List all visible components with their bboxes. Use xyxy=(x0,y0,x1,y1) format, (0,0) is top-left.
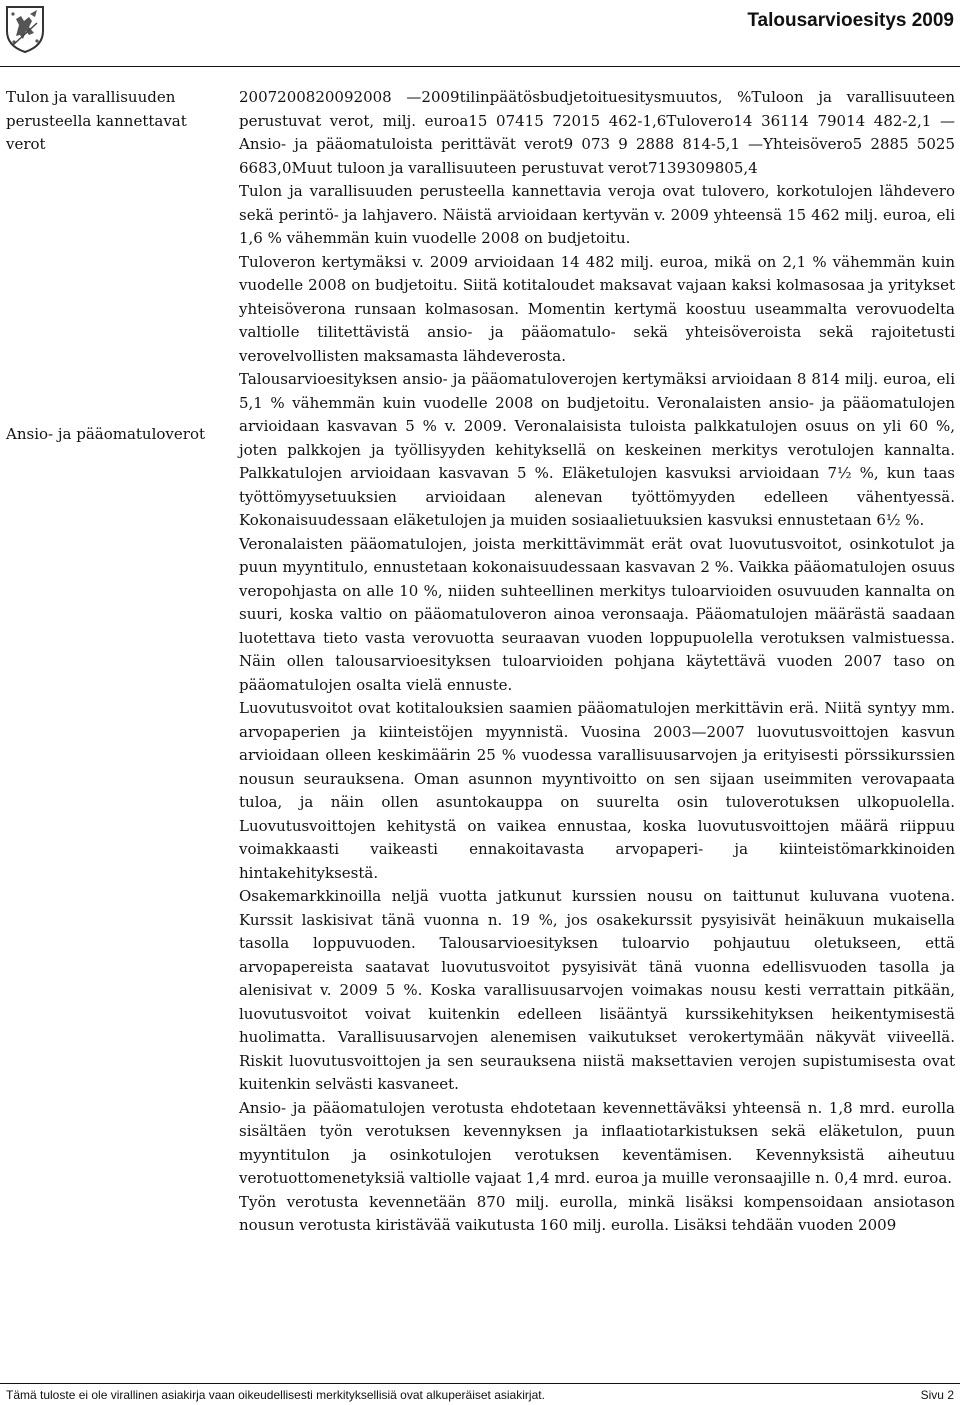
tax-table-text: 2007200820092008 —2009tilinpäätösbudjetoituesitysmuutos, %Tuloon ja varallisuuteen perustuvat verot, milj. euroa15 07415 72015 462-1,6Tulovero14 36114 79014 482-2,1 —Ansio- ja pääomatuloista perittävät verot9 073 9 2888 814-5,1 —Yhteisövero5 2885 5025 6683,0Muut tuloon ja varallisuuteen perustuvat verot7139309805,4 xyxy=(239,88,955,177)
body-paragraph: Osakemarkkinoilla neljä vuotta jatkunut kurssien nousu on taittunut kuluvana vuotena. Kurssit laskisivat tänä vuonna n. 19 %, jos osakekurssit pysyisivät heinäkuun mukaisella tasolla loppuvuoden. Talousarvioesityksen tuloarvio pohjautuu oletukseen, että arvopapereista saatavat luovutusvoitot pysyisivät tänä vuonna edellisvuoden tasolla ja alenisivat v. 2009 5 %. Koska varallisuusarvojen voimakas nousu kesti verrattain pitkään, luovutusvoitot voivat kuitenkin edelleen lisääntyä kurssikehityksen heikentymisestä huolimatta. Varallisuusarvojen alenemisen vaikutukset verokertymään näkyvät viiveellä. Riskit luovutusvoittojen ja sen seurauksena niistä maksettavien verojen supistumisesta ovat kuitenkin selvästi kasvaneet. xyxy=(239,887,955,1093)
header-divider xyxy=(0,66,960,67)
side-heading-income-taxes: Tulon ja varallisuuden perusteella kannettavat verot xyxy=(6,88,187,153)
main-text-column xyxy=(239,86,955,1238)
page-footer xyxy=(6,1388,954,1402)
document-title: Talousarvioesitys 2009 xyxy=(747,10,954,31)
body-paragraph: Tuloveron kertymäksi v. 2009 arvioidaan 14 482 milj. euroa, mikä on 2,1 % vähemmän kuin vuodelle 2008 on budjetoitu. Siitä kotitaloudet maksavat vajaan kaksi kolmasosaa ja yritykset yhteisöverona runsaan kolmasosan. Momentin kertymä koostuu useammalta verovuodelta valtiolle tilitettävistä ansio- ja pääomatulo- sekä yhteisöveroista sekä rajoitetusti verovelvollisten maksamasta lähdeverosta. xyxy=(239,252,955,365)
body-paragraph: Luovutusvoitot ovat kotitalouksien saamien pääomatulojen merkittävin erä. Niitä syntyy mm. arvopaperien ja kiinteistöjen myynnistä. Vuosina 2003—2007 luovutusvoittojen kasvun arvioidaan olleen keskimäärin 25 % vuodessa varallisuusarvojen ja erityisesti pörssikurssien nousun seurauksena. Oman asunnon myyntivoitto on sen sijaan useimmiten verovapaata tuloa, ja näin ollen asuntokauppa on suurelta osin tuloverotuksen ulkopuolella. Luovutusvoittojen kehitystä on vaikea ennustaa, koska luovutusvoittojen määrä riippuu voimakkaasti vaikeasti ennakoitavasta arvopaperi- ja kiinteistömarkkinoiden hintakehityksestä. xyxy=(239,699,955,882)
page-number: Sivu 2 xyxy=(920,1388,954,1402)
body-paragraph: Työn verotusta kevennetään 870 milj. eurolla, minkä lisäksi kompensoidaan ansiotason nousun verotusta kiristävää vaikutusta 160 milj. eurolla. Lisäksi tehdään vuoden 2009 xyxy=(239,1192,955,1234)
footer-divider xyxy=(0,1383,960,1384)
body-paragraph: Ansio- ja pääomatulojen verotusta ehdotetaan kevennettäväksi yhteensä n. 1,8 mrd. eurolla sisältäen työn verotuksen kevennyksen ja inflaatiotarkistuksen sekä eläketulon, puun myyntitulon ja osinkotulojen verotuksen keventämisen. Kevennyksistä aiheutuu verotuottomenetyksiä valtiolle vajaat 1,4 mrd. euroa ja muille veronsaajille n. 0,4 mrd. euroa. xyxy=(239,1098,955,1187)
finnish-lion-coat-of-arms-icon xyxy=(4,4,46,54)
body-paragraph: Tulon ja varallisuuden perusteella kannettavia veroja ovat tulovero, korkotulojen lähdevero sekä perintö- ja lahjavero. Näistä arvioidaan kertyvän v. 2009 yhteensä 15 462 milj. euroa, eli 1,6 % vähemmän kuin vuodelle 2008 on budjetoitu. xyxy=(239,182,955,247)
footer-disclaimer: Tämä tuloste ei ole virallinen asiakirja vaan oikeudellisesti merkityksellisiä ovat alkuperäiset asiakirjat. xyxy=(6,1388,545,1402)
body-paragraph: Veronalaisten pääomatulojen, joista merkittävimmät erät ovat luovutusvoitot, osinkotulot ja puun myyntitulo, ennustetaan kokonaisuudessaan kasvavan 2 %. Vaikka pääomatulojen osuus veropohjasta on alle 10 %, niiden suhteellinen merkitys tuloarvioiden osuvuuden kannalta on suuri, koska valtio on pääomatuloveron ainoa veronsaaja. Pääomatulojen määrästä saadaan luotettava tieto vasta verovuotta seuraavan vuoden loppupuolella verotuksen valmistuessa. Näin ollen talousarvioesityksen tuloarvioiden pohjana käytettävä vuoden 2007 taso on pääomatulojen osalta vielä ennuste. xyxy=(239,534,955,694)
body-paragraph: Talousarvioesityksen ansio- ja pääomatuloverojen kertymäksi arvioidaan 8 814 milj. euroa, eli 5,1 % vähemmän kuin vuodelle 2008 on budjetoitu. Veronalaisten ansio- ja pääomatulojen arvioidaan kasvavan 5 % v. 2009. Veronalaisista tuloista palkkatulojen osuus on yli 60 %, joten palkkojen ja työllisyyden kehityksellä on keskeinen merkitys verotulojen kannalta. Palkkatulojen arvioidaan kasvavan 5 %. Eläketulojen kasvuksi arvioidaan 7½ %, kun taas työttömyysetuuksien arvioidaan alenevan työttömyyden edelleen vähentyessä. Kokonaisuudessaan eläketulojen ja muiden sosiaalietuuksien kasvuksi ennustetaan 6½ %. xyxy=(239,370,955,529)
side-heading-earned-capital-income-taxes: Ansio- ja pääomatuloverot xyxy=(6,425,205,443)
